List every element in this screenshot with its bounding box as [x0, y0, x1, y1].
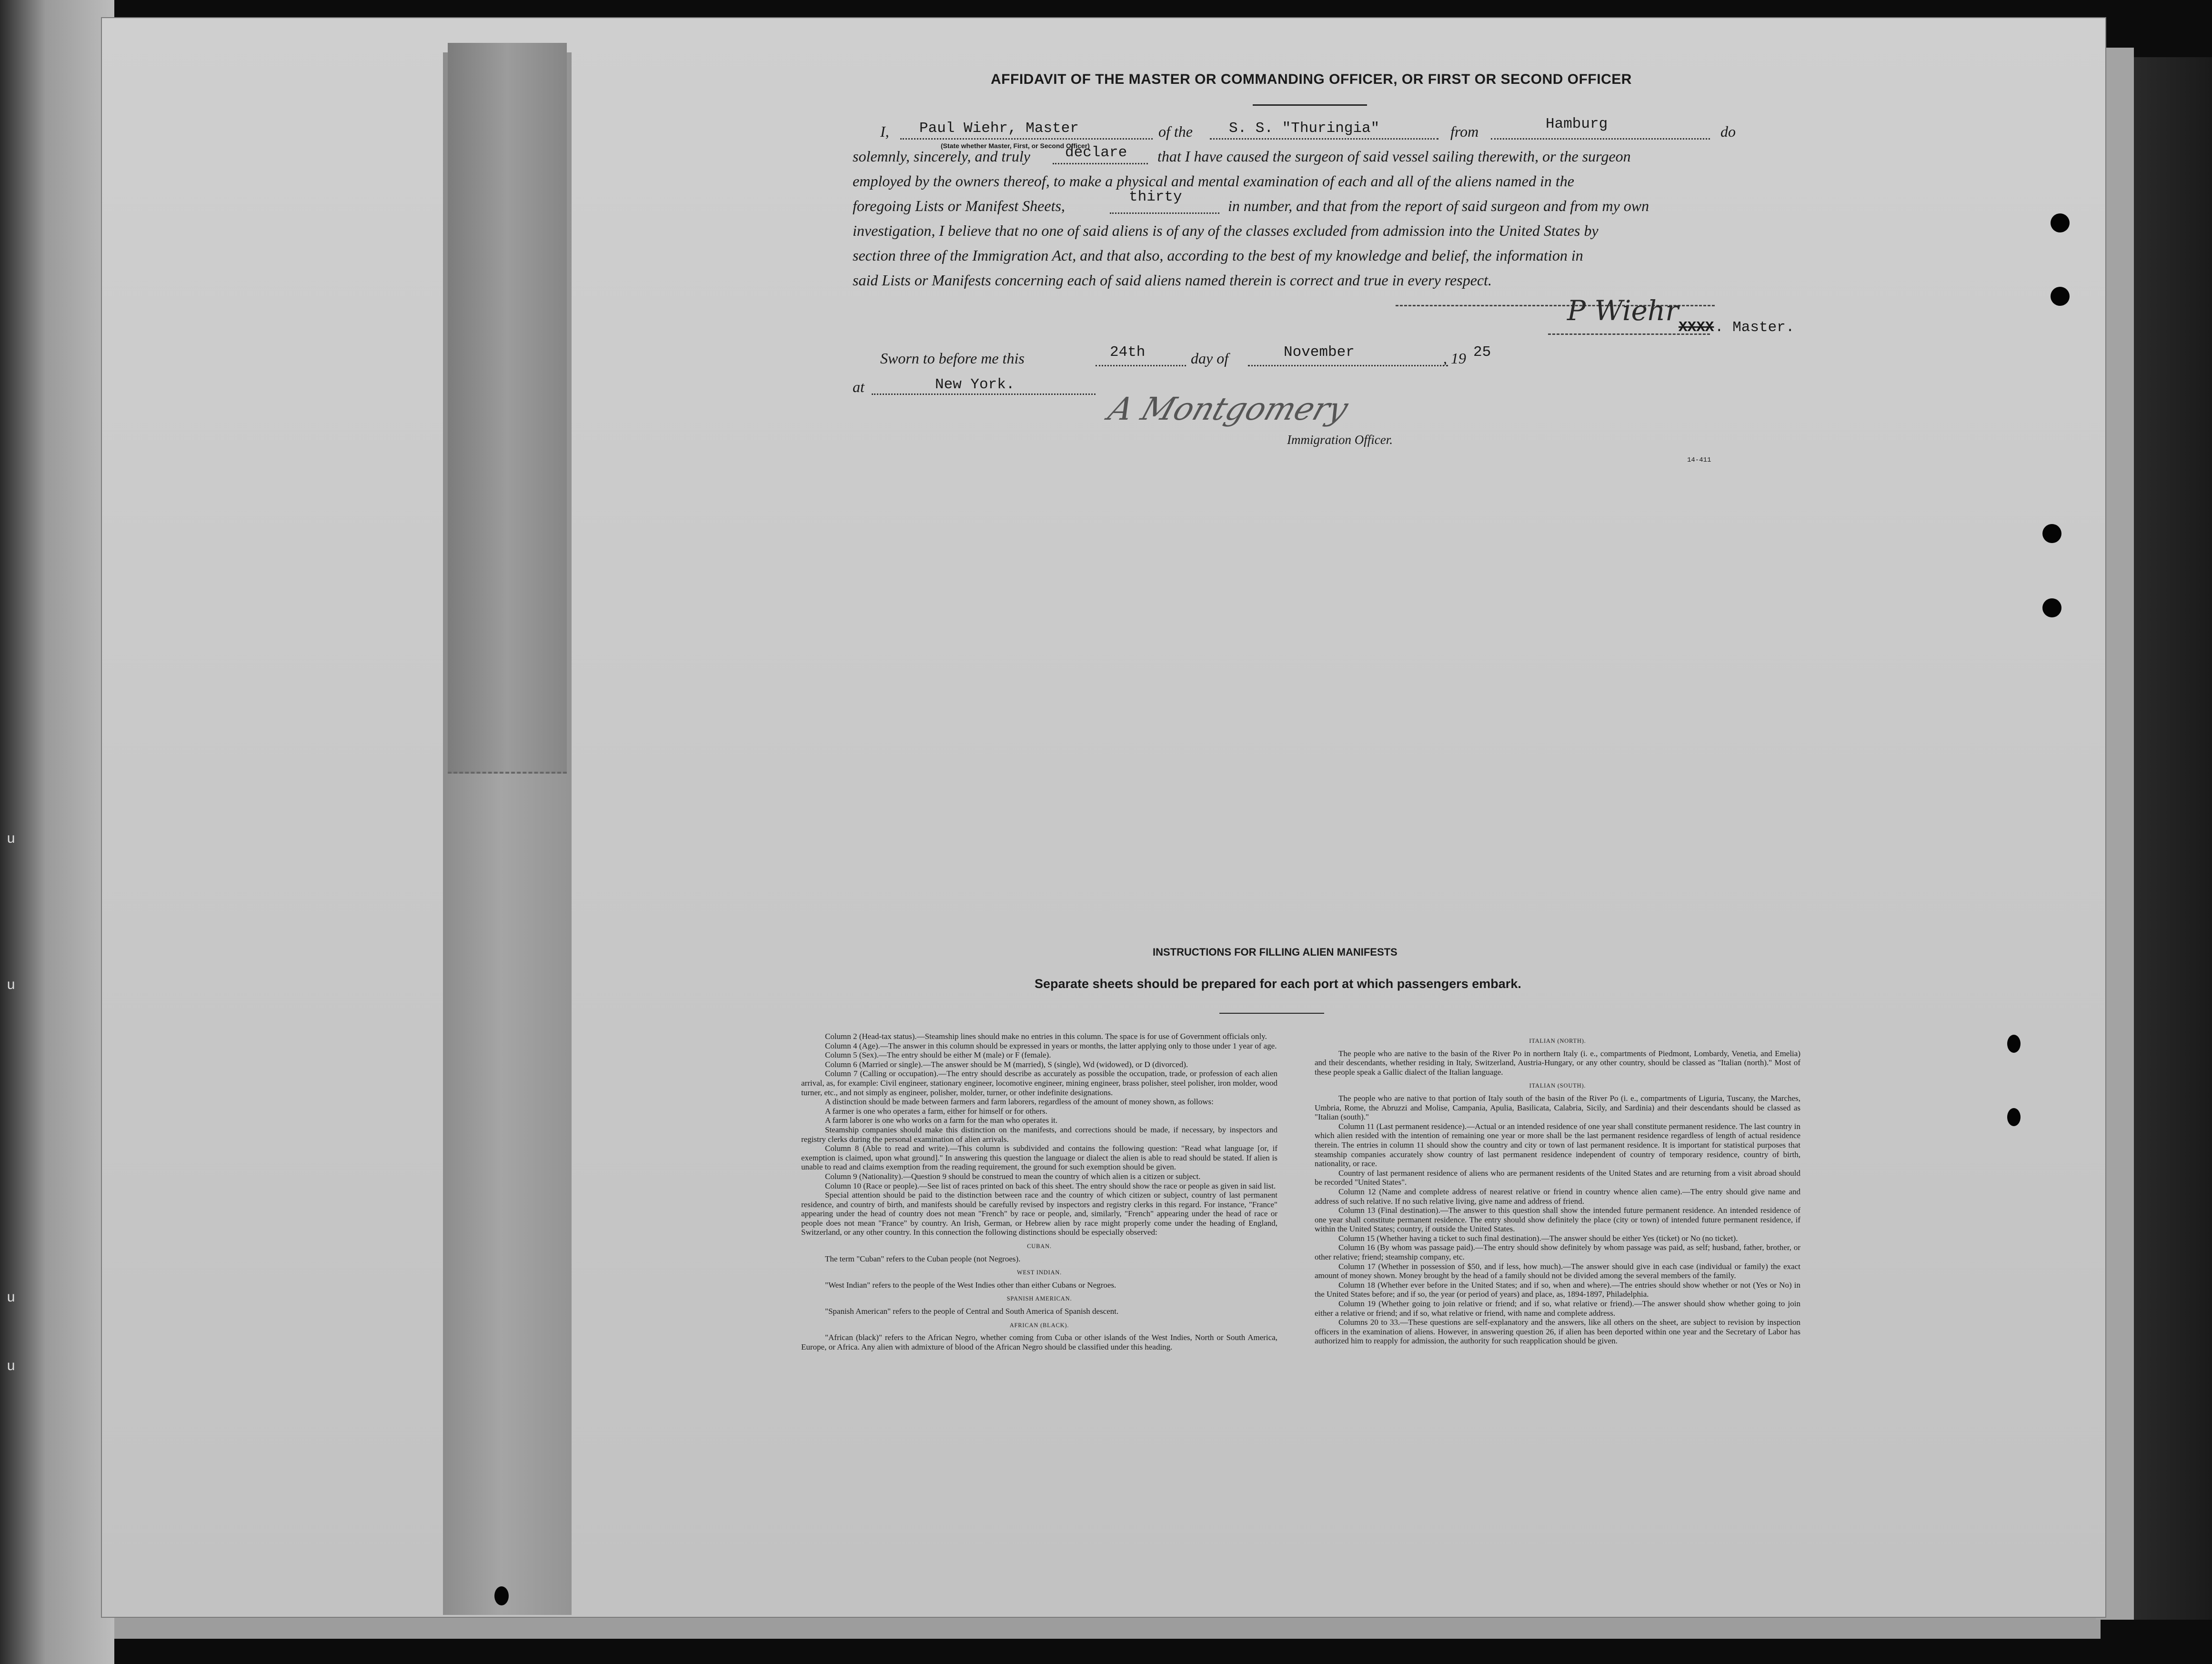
instructions-right-column — [1315, 1032, 1800, 1346]
sheet-count: thirty — [1129, 189, 1182, 205]
instructions-left-column — [801, 1032, 1277, 1351]
vessel-name: S. S. "Thuringia" — [1229, 120, 1380, 137]
affidavit-title: AFFIDAVIT OF THE MASTER OR COMMANDING OFFICER, OR FIRST OR SECOND OFFICER — [991, 71, 1632, 87]
right-background — [2124, 57, 2212, 1620]
instruction-paragraph: A farm laborer is one who works on a farm for the man who operates it. — [825, 1116, 1058, 1125]
affidavit-line2a: solemnly, sincerely, and truly — [853, 148, 1030, 165]
punch-hole — [2051, 213, 2070, 232]
instructions-subtitle: Separate sheets should be prepared for each port at which passengers embark. — [1035, 977, 1521, 991]
master-title: . Master. — [1715, 319, 1795, 336]
at-word: at — [853, 378, 865, 395]
fill-line — [1491, 138, 1710, 140]
sworn-year-prefix: , 19 — [1443, 350, 1466, 367]
affidavit-line2b: that I have caused the surgeon of said vessel sailing therewith, or the surgeon — [1157, 148, 1631, 165]
punch-hole — [2042, 598, 2061, 617]
fill-line — [872, 393, 1096, 395]
binding-strip — [443, 52, 572, 1615]
left-page-edge — [0, 0, 114, 1664]
instruction-paragraph: The people who are native to that portion of Italy south of the basin of the River Po (i. e., compartments of Liguria, Tuscany, the Marches, Umbria, Rome, the Abruzzi and Molise, Campania, Apulia, Basilicata, Calabria, Sicily, and Sardinia) and their descendants should be classed as "Italian (south)." — [1315, 1093, 1800, 1122]
fill-line — [1248, 365, 1448, 366]
instruction-paragraph: A farmer is one who operates a farm, either for himself or for others. — [825, 1106, 1047, 1116]
master-signature: P Wiehr — [1567, 294, 1679, 327]
instruction-paragraph: "Spanish American" refers to the people of Central and South America of Spanish descent. — [825, 1307, 1119, 1316]
affidavit-i: I, — [880, 123, 889, 140]
instruction-heading: AFRICAN (BLACK). — [1009, 1321, 1069, 1329]
instruction-paragraph: Column 12 (Name and complete address of nearest relative or friend in country whence alien came).—The entry should give name and address of such relative. If no such relative living, give name and address of friend. — [1315, 1187, 1800, 1206]
instruction-paragraph: Column 10 (Race or people).—See list of races printed on back of this sheet. The entry should show the race or people as given in said list. — [825, 1181, 1276, 1190]
form-code: 14-411 — [1687, 456, 1711, 464]
instruction-paragraph: The people who are native to the basin of the River Po in northern Italy (i. e., compartments of Piedmont, Lombardy, Venetia, and Emelia) and their descendants, whether residing in Italy, Switzerland, Austria-Hungary, or any other country, should be classed as "Italian (north)." Most of these people speak a Gallic dialect of the Italian language. — [1315, 1049, 1800, 1077]
sworn-day: 24th — [1110, 344, 1146, 361]
sworn-day-of: day of — [1191, 350, 1229, 367]
instruction-paragraph: Column 9 (Nationality).—Question 9 should be construed to mean the country of which alien is a citizen or subject. — [825, 1171, 1201, 1181]
struck-title: XXXX — [1679, 319, 1714, 336]
affidavit-line3: employed by the owners thereof, to make a physical and mental examination of each and all of the aliens named in the — [853, 172, 1574, 190]
sworn-place: New York. — [935, 376, 1015, 393]
instruction-paragraph: Column 2 (Head-tax status).—Steamship lines should make no entries in this column. The space is for use of Government officials only. — [825, 1032, 1267, 1041]
instruction-paragraph: The term "Cuban" refers to the Cuban people (not Negroes). — [825, 1254, 1021, 1263]
instruction-paragraph: Column 11 (Last permanent residence).—Actual or an intended residence of one year shall constitute permanent residence. The last country in which alien resided with the intention of remaining one year or more shall be the last permanent residence regardless of length of actual residence therein. The entries in column 11 should show the country and city or town of last permanent residence. It is important for statistical purposes that steamship companies accurately show country of last permanent residence independent of country of temporary residence, country of birth, nationality, or race. — [1315, 1121, 1800, 1169]
affidavit-line6: section three of the Immigration Act, and that also, according to the best of my knowledge and belief, the information in — [853, 247, 1583, 264]
instruction-paragraph: Column 16 (By whom was passage paid).—The entry should show definitely by whom passage was paid, as self; husband, father, brother, or other relative; friend; steamship company, etc. — [1315, 1243, 1800, 1262]
affidavit-line5: investigation, I believe that no one of said aliens is of any of the classes excluded from admission into the United States by — [853, 222, 1599, 239]
sworn-month: November — [1284, 344, 1355, 361]
edge-mark: u — [7, 978, 16, 994]
affidavit-of-the: of the — [1158, 123, 1193, 140]
instruction-paragraph: Columns 20 to 33.—These questions are self-explanatory and the answers, like all others on the sheet, are subject to revision by inspection officers in the examination of aliens. However, in answering question 26, if alien has been deported within one year and the Secretary of Labor has authorized him to reapply for admission, the authority for such reapplication should be given. — [1315, 1318, 1800, 1346]
fill-line — [1110, 212, 1219, 214]
instructions-title: INSTRUCTIONS FOR FILLING ALIEN MANIFESTS — [1153, 946, 1398, 958]
instruction-paragraph: Column 4 (Age).—The answer in this column should be expressed in years or months, the latter applying only to those under 1 year of age. — [825, 1041, 1277, 1050]
instruction-paragraph: Column 8 (Able to read and write).—This column is subdivided and contains the following question: "Read what language [or, if exemption is claimed, upon what ground]." In answering this question the language or dialect the alien is able to read should be stated. If alien is unable to read and claims exemption from the reading requirement, the ground for such exemption should be given. — [801, 1144, 1277, 1172]
binding-hole — [494, 1586, 509, 1605]
affidavit-do: do — [1720, 123, 1736, 140]
affidavit-line7: said Lists or Manifests concerning each of said aliens named therein is correct and true in every respect. — [853, 272, 1492, 289]
departure-port: Hamburg — [1546, 116, 1608, 132]
instruction-paragraph: Column 19 (Whether going to join relative or friend; and if so, what relative or friend).—The answer should show whether going to join either a relative or friend; and if so, what relative or friend, with name and complete address. — [1315, 1299, 1800, 1318]
instruction-paragraph: "African (black)" refers to the African Negro, whether coming from Cuba or other islands of the West Indies, North or South America, Europe, or Africa. Any alien with admixture of blood of the African Negro should be classified under this heading. — [801, 1333, 1277, 1351]
officer-signature: A Montgomery — [1104, 391, 1353, 427]
sworn-year: 25 — [1473, 344, 1491, 361]
instruction-paragraph: Special attention should be paid to the distinction between race and the country of which citizen or subject, country of last permanent residence, and country of birth, and manifests should be carefully revised by inspectors and registry clerks in this regard. For instance, "France" appearing under the head of country does not mean "French" by race or people, and, similarly, "French" appearing under the head of race or people does not mean "France" by country. An Irish, German, or Hebrew alien by race might properly come under the heading of England, Switzerland, or any other country. In this connection the following distinctions should be especially observed: — [801, 1190, 1277, 1237]
fill-line — [1053, 163, 1148, 164]
officer-title: Immigration Officer. — [1287, 433, 1393, 447]
instruction-heading: ITALIAN (SOUTH). — [1529, 1082, 1586, 1089]
instruction-paragraph: "West Indian" refers to the people of the West Indies other than either Cubans or Negroes. — [825, 1280, 1116, 1290]
instruction-paragraph: A distinction should be made between farmers and farm laborers, regardless of the amount of money shown, as follows: — [825, 1097, 1214, 1107]
sworn-text: Sworn to before me this — [880, 350, 1025, 367]
edge-mark: u — [7, 831, 16, 847]
edge-mark: u — [7, 1359, 16, 1375]
officer-name: Paul Wiehr, Master — [919, 120, 1079, 137]
affidavit-line4b: in number, and that from the report of said surgeon and from my own — [1228, 197, 1649, 214]
edge-mark: u — [7, 1290, 16, 1306]
instruction-paragraph: Column 18 (Whether ever before in the United States; and if so, when and where).—The entries should show whether or not (Yes or No) in the United States before; and if so, the year (or period of years) and place, as, 1894-1897, Philadelphia. — [1315, 1280, 1800, 1299]
officer-note: (State whether Master, First, or Second Officer) — [941, 142, 1090, 150]
declare-word: declare — [1065, 144, 1127, 161]
fill-line — [1096, 365, 1186, 366]
punch-hole — [2007, 1108, 2021, 1126]
instruction-paragraph: Column 15 (Whether having a ticket to such final destination).—The answer should be either Yes (ticket) or No (no ticket). — [1338, 1233, 1738, 1243]
instruction-heading: WEST INDIAN. — [1016, 1269, 1062, 1276]
affidavit-from: from — [1450, 123, 1479, 140]
instruction-paragraph: Column 5 (Sex).—The entry should be either M (male) or F (female). — [825, 1050, 1051, 1060]
instruction-paragraph: Country of last permanent residence of aliens who are permanent residents of the United States and are returning from a visit abroad should be recorded "United States". — [1315, 1168, 1800, 1187]
fill-line — [1210, 138, 1438, 140]
punch-hole — [2051, 287, 2070, 306]
instruction-paragraph: Column 6 (Married or single).—The answer should be M (married), S (single), Wd (widowed), or D (divorced). — [825, 1059, 1188, 1069]
punch-hole — [2042, 524, 2061, 543]
fill-line — [900, 138, 1153, 140]
binding-tape — [448, 43, 567, 774]
instruction-heading: CUBAN. — [1027, 1243, 1052, 1250]
instruction-paragraph: Column 7 (Calling or occupation).—The entry should describe as accurately as possible the occupation, trade, or profession of each alien arrival, as, for example: Civil engineer, stationary engineer, locomotive engineer, mining engineer, brass polisher, steel polisher, iron molder, wood turner, etc., and not simply as engineer, polisher, molder, turner, or other indefinite designations. — [801, 1069, 1277, 1097]
instruction-paragraph: Column 13 (Final destination).—The answer to this question shall show the intended future permanent residence. An intended residence of one year shall constitute permanent residence. The entry should show definitely the place (city or town) of intended future permanent residence, if within the United States; country, if outside the United States. — [1315, 1206, 1800, 1234]
instruction-paragraph: Steamship companies should make this distinction on the manifests, and corrections should be made, if necessary, by inspectors and registry clerks during the personal examination of alien arrivals. — [801, 1125, 1277, 1144]
affidavit-line4a: foregoing Lists or Manifest Sheets, — [853, 197, 1065, 214]
punch-hole — [2007, 1035, 2021, 1053]
instructions-rule — [1219, 1013, 1324, 1014]
instruction-paragraph: Column 17 (Whether in possession of $50, and if less, how much).—The answer should give in each case (individual or family) the exact amount of money shown. Money brought by the head of a family should not be divided among the several members of the family. — [1315, 1261, 1800, 1281]
instruction-heading: SPANISH AMERICAN. — [1006, 1295, 1072, 1302]
instruction-heading: ITALIAN (NORTH). — [1529, 1038, 1586, 1044]
title-rule — [1253, 104, 1367, 106]
